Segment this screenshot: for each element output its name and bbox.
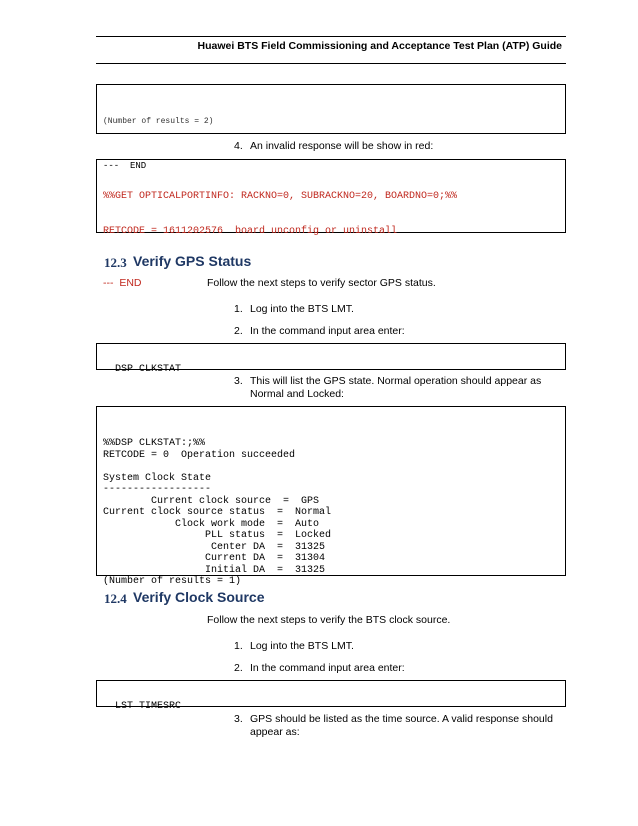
section-number-clock: 12.4 [104,591,127,606]
command-box-lst-timesrc [96,680,566,712]
clock-step-3: 3. GPS should be listed as the time source. A valid response should appear as: [234,713,553,738]
clock-step-1: 1. Log into the BTS LMT. [234,640,354,652]
command-text: LST TIMESRC [115,700,182,712]
results-line: (Number of results = 2) [103,117,214,126]
section-title-clock: Verify Clock Source [133,589,265,605]
gps-output-text: %%DSP CLKSTAT:;%% RETCODE = 0 Operation succeeded System Clock State ------------------ Current clock source = GPS Current clock source status = Normal Clock work mode = Auto PLL status = Locked Center DA = 31325 Current DA = 31304 Initial DA = 31325 (Number of results = 1) [103,438,332,587]
clock-step-2: 2. In the command input area enter: [234,662,405,674]
section-title-gps: Verify GPS Status [133,253,252,269]
section-number-gps: 12.3 [104,255,127,270]
invalid-retcode-line: RETCODE = 1611202576 board unconfig or uninstall [103,225,398,237]
code-block-gps-output [96,406,566,587]
header-bottom-rule [96,63,566,64]
invalid-command-line: %%GET OPTICALPORTINFO: RACKNO=0, SUBRACKNO=20, BOARDNO=0;%% [103,191,458,202]
clock-intro: Follow the next steps to verify the BTS clock source. [207,614,451,626]
header-top-rule [96,36,566,37]
invalid-end-line: --- END [103,277,142,289]
command-box-dsp-clkstat [96,343,566,375]
gps-intro: Follow the next steps to verify sector GPS status. [207,277,436,289]
gps-step-2: 2. In the command input area enter: [234,325,405,337]
header-title: Huawei BTS Field Commissioning and Acceptance Test Plan (ATP) Guide [197,40,562,52]
step-invalid-response: 4. An invalid response will be show in red: [234,140,434,152]
end-line: --- END [103,160,147,171]
gps-step-1: 1. Log into the BTS LMT. [234,303,354,315]
command-text: DSP CLKSTAT [115,363,182,375]
gps-step-3: 3. This will list the GPS state. Normal operation should appear as Normal and Locked: [234,375,542,400]
